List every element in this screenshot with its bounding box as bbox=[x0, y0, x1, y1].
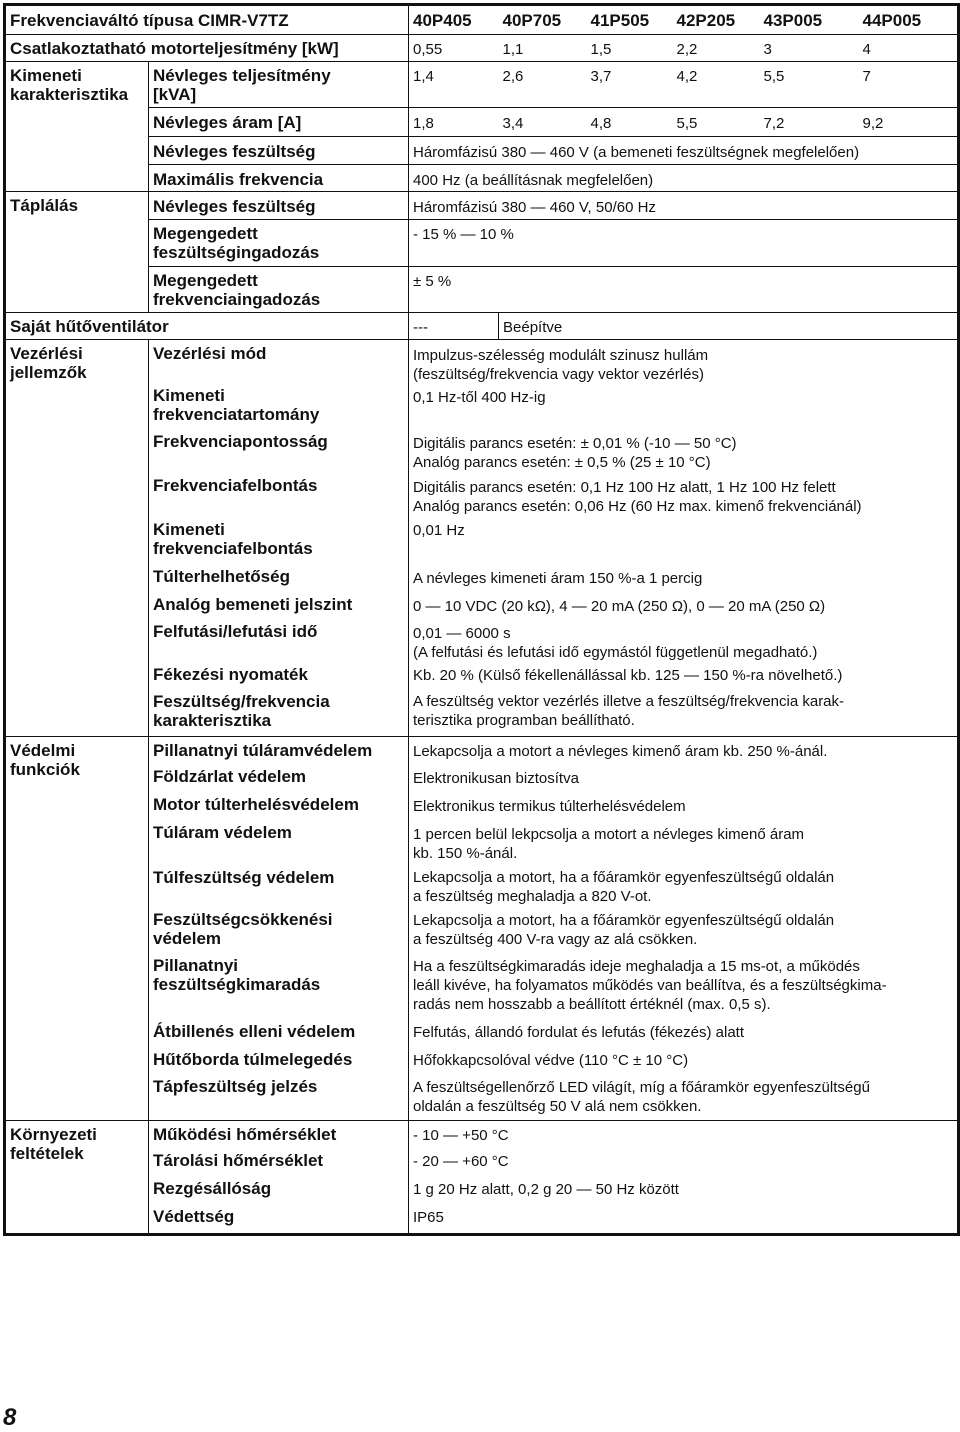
rated-current-value: 9,2 bbox=[859, 108, 959, 137]
control-value-line2: terisztika programban beállítható. bbox=[413, 712, 635, 729]
control-label-line1: Feszültség/frekvencia bbox=[153, 692, 330, 711]
model-col-6: 44P005 bbox=[859, 5, 959, 35]
control-value-line1: 0 — 10 VDC (20 kΩ), 4 — 20 mA (250 Ω), 0 — 20 mA (250 Ω) bbox=[413, 598, 826, 615]
supply-group-label: Táplálás bbox=[5, 192, 149, 313]
voltage-fluctuation-label bbox=[149, 220, 409, 267]
protection-label-line1: Földzárlat védelem bbox=[153, 767, 307, 786]
spec-table bbox=[3, 3, 960, 1236]
control-value bbox=[409, 591, 959, 618]
environment-value: IP65 bbox=[409, 1204, 959, 1234]
control-label bbox=[149, 591, 409, 618]
protection-value-line3: radás nem hosszabb a beállított értéknél (max. 0,5 s). bbox=[413, 996, 771, 1013]
control-value-line1: 0,01 Hz bbox=[413, 522, 465, 539]
control-group-line1: Vezérlési bbox=[10, 344, 83, 363]
control-row bbox=[5, 662, 959, 689]
control-value-line1: A névleges kimeneti áram 150 %-a 1 percig bbox=[413, 570, 703, 587]
protection-label-line1: Pillanatnyi túláramvédelem bbox=[153, 740, 373, 760]
voltage-fluctuation-line1: Megengedett bbox=[153, 224, 258, 243]
model-col-5: 43P005 bbox=[760, 5, 859, 35]
motor-power-value: 4 bbox=[859, 35, 959, 62]
control-group-line2: jellemzők bbox=[10, 363, 87, 382]
header-row bbox=[5, 5, 959, 35]
model-col-2: 40P705 bbox=[499, 5, 587, 35]
environment-label: Rezgésállóság bbox=[149, 1176, 409, 1204]
protection-row bbox=[5, 1018, 959, 1046]
control-label-line1: Vezérlési mód bbox=[153, 344, 267, 363]
output-group-line2: karakterisztika bbox=[10, 85, 129, 104]
protection-label bbox=[149, 792, 409, 820]
protection-value-line1: Elektronikus termikus túlterhelésvédelem bbox=[413, 798, 686, 815]
control-value bbox=[409, 662, 959, 689]
control-value-line2: Analóg parancs esetén: ± 0,5 % (25 ± 10 °C) bbox=[413, 454, 711, 471]
protection-value bbox=[409, 907, 959, 953]
frequency-fluctuation-label bbox=[149, 267, 409, 313]
environment-group-label bbox=[5, 1120, 149, 1234]
rated-current-value: 3,4 bbox=[499, 108, 587, 137]
motor-power-value: 3 bbox=[760, 35, 859, 62]
max-frequency-row bbox=[5, 165, 959, 192]
protection-row bbox=[5, 764, 959, 792]
motor-power-value: 1,5 bbox=[587, 35, 673, 62]
control-value-line2: Analóg parancs esetén: 0,06 Hz (60 Hz max. kimenő frekvenciánál) bbox=[413, 498, 862, 515]
protection-label-line1: Túláram védelem bbox=[153, 823, 292, 842]
control-value-line2: (feszültség/frekvencia vagy vektor vezérlés) bbox=[413, 366, 704, 383]
control-value-line1: 0,1 Hz-től 400 Hz-ig bbox=[413, 389, 546, 406]
control-value bbox=[409, 474, 959, 517]
control-label-line1: Fékezési nyomaték bbox=[153, 665, 308, 684]
protection-label bbox=[149, 907, 409, 953]
rated-power-label-line1: Névleges teljesítmény bbox=[153, 66, 331, 85]
protection-label-line1: Átbillenés elleni védelem bbox=[153, 1022, 356, 1041]
cooling-fan-value-a: --- bbox=[409, 313, 499, 340]
protection-label bbox=[149, 1046, 409, 1074]
rated-current-value: 5,5 bbox=[673, 108, 760, 137]
protection-value-line2: oldalán a feszültség 50 V alá nem csökken. bbox=[413, 1098, 702, 1115]
protection-row bbox=[5, 1046, 959, 1074]
control-row bbox=[5, 340, 959, 385]
protection-value-line1: Lekapcsolja a motort, ha a főáramkör egyenfeszültségű oldalán bbox=[413, 869, 835, 886]
protection-row bbox=[5, 953, 959, 1018]
protection-label bbox=[149, 820, 409, 864]
rated-power-label-line2: [kVA] bbox=[153, 85, 197, 104]
control-value bbox=[409, 618, 959, 662]
control-value-line1: A feszültség vektor vezérlés illetve a feszültség/frekvencia karak- bbox=[413, 693, 845, 710]
control-row bbox=[5, 591, 959, 618]
environment-group-line1: Környezeti bbox=[10, 1124, 97, 1144]
control-label-line1: Analóg bemeneti jelszint bbox=[153, 595, 353, 614]
environment-row bbox=[5, 1120, 959, 1148]
environment-value: - 10 — +50 °C bbox=[409, 1120, 959, 1148]
environment-label: Tárolási hőmérséklet bbox=[149, 1148, 409, 1176]
environment-row bbox=[5, 1176, 959, 1204]
protection-value-line2: kb. 150 %-ánál. bbox=[413, 845, 518, 862]
protection-label bbox=[149, 1074, 409, 1120]
frequency-fluctuation-line1: Megengedett bbox=[153, 271, 258, 290]
protection-label-line2: védelem bbox=[153, 929, 222, 948]
motor-power-value: 2,2 bbox=[673, 35, 760, 62]
motor-power-value: 1,1 bbox=[499, 35, 587, 62]
control-label-line2: frekvenciafelbontás bbox=[153, 539, 313, 558]
protection-row bbox=[5, 1074, 959, 1120]
protection-value-line1: A feszültségellenőrző LED világít, míg a főáramkör egyenfeszültségű bbox=[413, 1079, 870, 1096]
protection-row bbox=[5, 792, 959, 820]
control-value bbox=[409, 430, 959, 474]
control-row bbox=[5, 517, 959, 563]
control-label-line1: Frekvenciapontosság bbox=[153, 432, 328, 451]
control-label-line1: Frekvenciafelbontás bbox=[153, 476, 318, 495]
control-label-line1: Felfutási/lefutási idő bbox=[153, 622, 318, 641]
control-row bbox=[5, 430, 959, 474]
protection-value bbox=[409, 953, 959, 1018]
output-voltage-value: Háromfázisú 380 — 460 V (a bemeneti feszültségnek megfelelően) bbox=[409, 137, 959, 165]
control-label-line1: Kimeneti bbox=[153, 386, 225, 405]
control-row bbox=[5, 563, 959, 591]
model-col-4: 42P205 bbox=[673, 5, 760, 35]
rated-power-value: 5,5 bbox=[760, 62, 859, 108]
protection-label-line1: Motor túlterhelésvédelem bbox=[153, 795, 359, 814]
model-col-1: 40P405 bbox=[409, 5, 499, 35]
protection-label bbox=[149, 864, 409, 907]
control-group-label bbox=[5, 340, 149, 737]
voltage-fluctuation-row bbox=[5, 220, 959, 267]
protection-value-line1: 1 percen belül lekpcsolja a motort a névleges kimenő áram bbox=[413, 826, 805, 843]
control-value-line1: Digitális parancs esetén: ± 0,01 % (-10 — 50 °C) bbox=[413, 435, 737, 452]
cooling-fan-row bbox=[5, 313, 959, 340]
control-value-line2: (A felfutási és lefutási idő egymástól függetlenül megadható.) bbox=[413, 644, 818, 661]
protection-label-line1: Pillanatnyi bbox=[153, 956, 239, 975]
protection-value bbox=[409, 1018, 959, 1046]
protection-label bbox=[149, 1018, 409, 1046]
protection-group-line2: funkciók bbox=[10, 759, 80, 779]
protection-value-line2: leáll kivéve, ha folyamatos működés van beállítva, és a feszültségkima- bbox=[413, 977, 887, 994]
protection-value bbox=[409, 764, 959, 792]
protection-label-line2: feszültségkimaradás bbox=[153, 975, 321, 994]
output-group-label bbox=[5, 62, 149, 192]
control-label bbox=[149, 618, 409, 662]
protection-row bbox=[5, 736, 959, 764]
control-value bbox=[409, 340, 959, 385]
protection-label bbox=[149, 736, 409, 764]
control-row bbox=[5, 618, 959, 662]
rated-power-value: 7 bbox=[859, 62, 959, 108]
rated-power-label bbox=[149, 62, 409, 108]
control-value bbox=[409, 517, 959, 563]
protection-value-line2: a feszültség 400 V-ra vagy az alá csökken. bbox=[413, 931, 698, 948]
protection-value-line1: Ha a feszültségkimaradás ideje meghaladja a 15 ms-ot, a működés bbox=[413, 958, 860, 975]
control-label bbox=[149, 384, 409, 430]
environment-value: - 20 — +60 °C bbox=[409, 1148, 959, 1176]
control-label bbox=[149, 474, 409, 517]
protection-value bbox=[409, 1074, 959, 1120]
control-value bbox=[409, 689, 959, 736]
protection-value-line1: Lekapcsolja a motort a névleges kimenő áram kb. 250 %-ánál. bbox=[413, 742, 828, 760]
environment-row bbox=[5, 1204, 959, 1234]
protection-label-line1: Tápfeszültség jelzés bbox=[153, 1077, 318, 1096]
protection-value bbox=[409, 820, 959, 864]
control-label bbox=[149, 340, 409, 385]
protection-value-line2: a feszültség meghaladja a 820 V-ot. bbox=[413, 888, 652, 905]
control-value-line1: 0,01 — 6000 s bbox=[413, 625, 511, 642]
control-row bbox=[5, 384, 959, 430]
output-group-line1: Kimeneti bbox=[10, 66, 82, 85]
protection-label-line1: Túlfeszültség védelem bbox=[153, 868, 335, 887]
protection-value bbox=[409, 864, 959, 907]
protection-value-line1: Felfutás, állandó fordulat és lefutás (fékezés) alatt bbox=[413, 1024, 745, 1041]
protection-label-line1: Hűtőborda túlmelegedés bbox=[153, 1050, 353, 1069]
control-label-line1: Kimeneti bbox=[153, 520, 225, 539]
motor-power-value: 0,55 bbox=[409, 35, 499, 62]
rated-current-value: 7,2 bbox=[760, 108, 859, 137]
control-value-line1: Kb. 20 % (Külső fékellenállással kb. 125 — 150 %-ra növelhető.) bbox=[413, 667, 843, 684]
rated-current-label: Névleges áram [A] bbox=[149, 108, 409, 137]
frequency-fluctuation-line2: frekvenciaingadozás bbox=[153, 290, 321, 309]
control-label bbox=[149, 662, 409, 689]
control-label bbox=[149, 689, 409, 736]
protection-label bbox=[149, 764, 409, 792]
protection-label-line1: Feszültségcsökkenési bbox=[153, 910, 333, 929]
control-value bbox=[409, 384, 959, 430]
max-frequency-label: Maximális frekvencia bbox=[149, 165, 409, 192]
rated-current-row bbox=[5, 108, 959, 137]
protection-group-line1: Védelmi bbox=[10, 740, 76, 760]
rated-current-value: 1,8 bbox=[409, 108, 499, 137]
model-col-3: 41P505 bbox=[587, 5, 673, 35]
control-value-line1: Impulzus-szélesség modulált szinusz hullám bbox=[413, 347, 709, 364]
supply-voltage-row bbox=[5, 192, 959, 220]
rated-power-row bbox=[5, 62, 959, 108]
supply-voltage-value: Háromfázisú 380 — 460 V, 50/60 Hz bbox=[409, 192, 959, 220]
rated-power-value: 1,4 bbox=[409, 62, 499, 108]
rated-power-value: 3,7 bbox=[587, 62, 673, 108]
frequency-fluctuation-value: ± 5 % bbox=[409, 267, 959, 313]
environment-group-line2: feltételek bbox=[10, 1143, 84, 1163]
control-label bbox=[149, 563, 409, 591]
motor-power-label: Csatlakoztatható motorteljesítmény [kW] bbox=[5, 35, 409, 62]
control-label bbox=[149, 430, 409, 474]
control-label bbox=[149, 517, 409, 563]
frequency-fluctuation-row bbox=[5, 267, 959, 313]
environment-label: Működési hőmérséklet bbox=[149, 1120, 409, 1148]
protection-value bbox=[409, 792, 959, 820]
environment-label: Védettség bbox=[149, 1204, 409, 1234]
control-row bbox=[5, 689, 959, 736]
protection-row bbox=[5, 907, 959, 953]
protection-row bbox=[5, 864, 959, 907]
cooling-fan-value-b: Beépítve bbox=[499, 313, 959, 340]
supply-voltage-label: Névleges feszültség bbox=[149, 192, 409, 220]
rated-power-value: 2,6 bbox=[499, 62, 587, 108]
control-row bbox=[5, 474, 959, 517]
voltage-fluctuation-line2: feszültségingadozás bbox=[153, 243, 320, 262]
protection-value-line1: Elektronikusan biztosítva bbox=[413, 770, 579, 787]
output-voltage-row bbox=[5, 137, 959, 165]
protection-value bbox=[409, 1046, 959, 1074]
protection-value bbox=[409, 736, 959, 764]
environment-row bbox=[5, 1148, 959, 1176]
max-frequency-value: 400 Hz (a beállításnak megfelelően) bbox=[409, 165, 959, 192]
control-value-line1: Digitális parancs esetén: 0,1 Hz 100 Hz alatt, 1 Hz 100 Hz felett bbox=[413, 479, 836, 496]
page-number: 8 bbox=[3, 1404, 17, 1431]
output-voltage-label: Névleges feszültség bbox=[149, 137, 409, 165]
control-label-line2: frekvenciatartomány bbox=[153, 405, 320, 424]
environment-value: 1 g 20 Hz alatt, 0,2 g 20 — 50 Hz között bbox=[409, 1176, 959, 1204]
protection-group-label bbox=[5, 736, 149, 1120]
protection-value-line1: Hőfokkapcsolóval védve (110 °C ± 10 °C) bbox=[413, 1052, 689, 1069]
control-label-line1: Túlterhelhetőség bbox=[153, 567, 290, 586]
protection-label bbox=[149, 953, 409, 1018]
motor-power-row bbox=[5, 35, 959, 62]
cooling-fan-label: Saját hűtőventilátor bbox=[5, 313, 409, 340]
protection-row bbox=[5, 820, 959, 864]
inverter-type-title: Frekvenciaváltó típusa CIMR-V7TZ bbox=[5, 5, 409, 35]
rated-current-value: 4,8 bbox=[587, 108, 673, 137]
control-value bbox=[409, 563, 959, 591]
protection-value-line1: Lekapcsolja a motort, ha a főáramkör egyenfeszültségű oldalán bbox=[413, 912, 835, 929]
control-label-line2: karakterisztika bbox=[153, 711, 272, 730]
rated-power-value: 4,2 bbox=[673, 62, 760, 108]
voltage-fluctuation-value: - 15 % — 10 % bbox=[409, 220, 959, 267]
